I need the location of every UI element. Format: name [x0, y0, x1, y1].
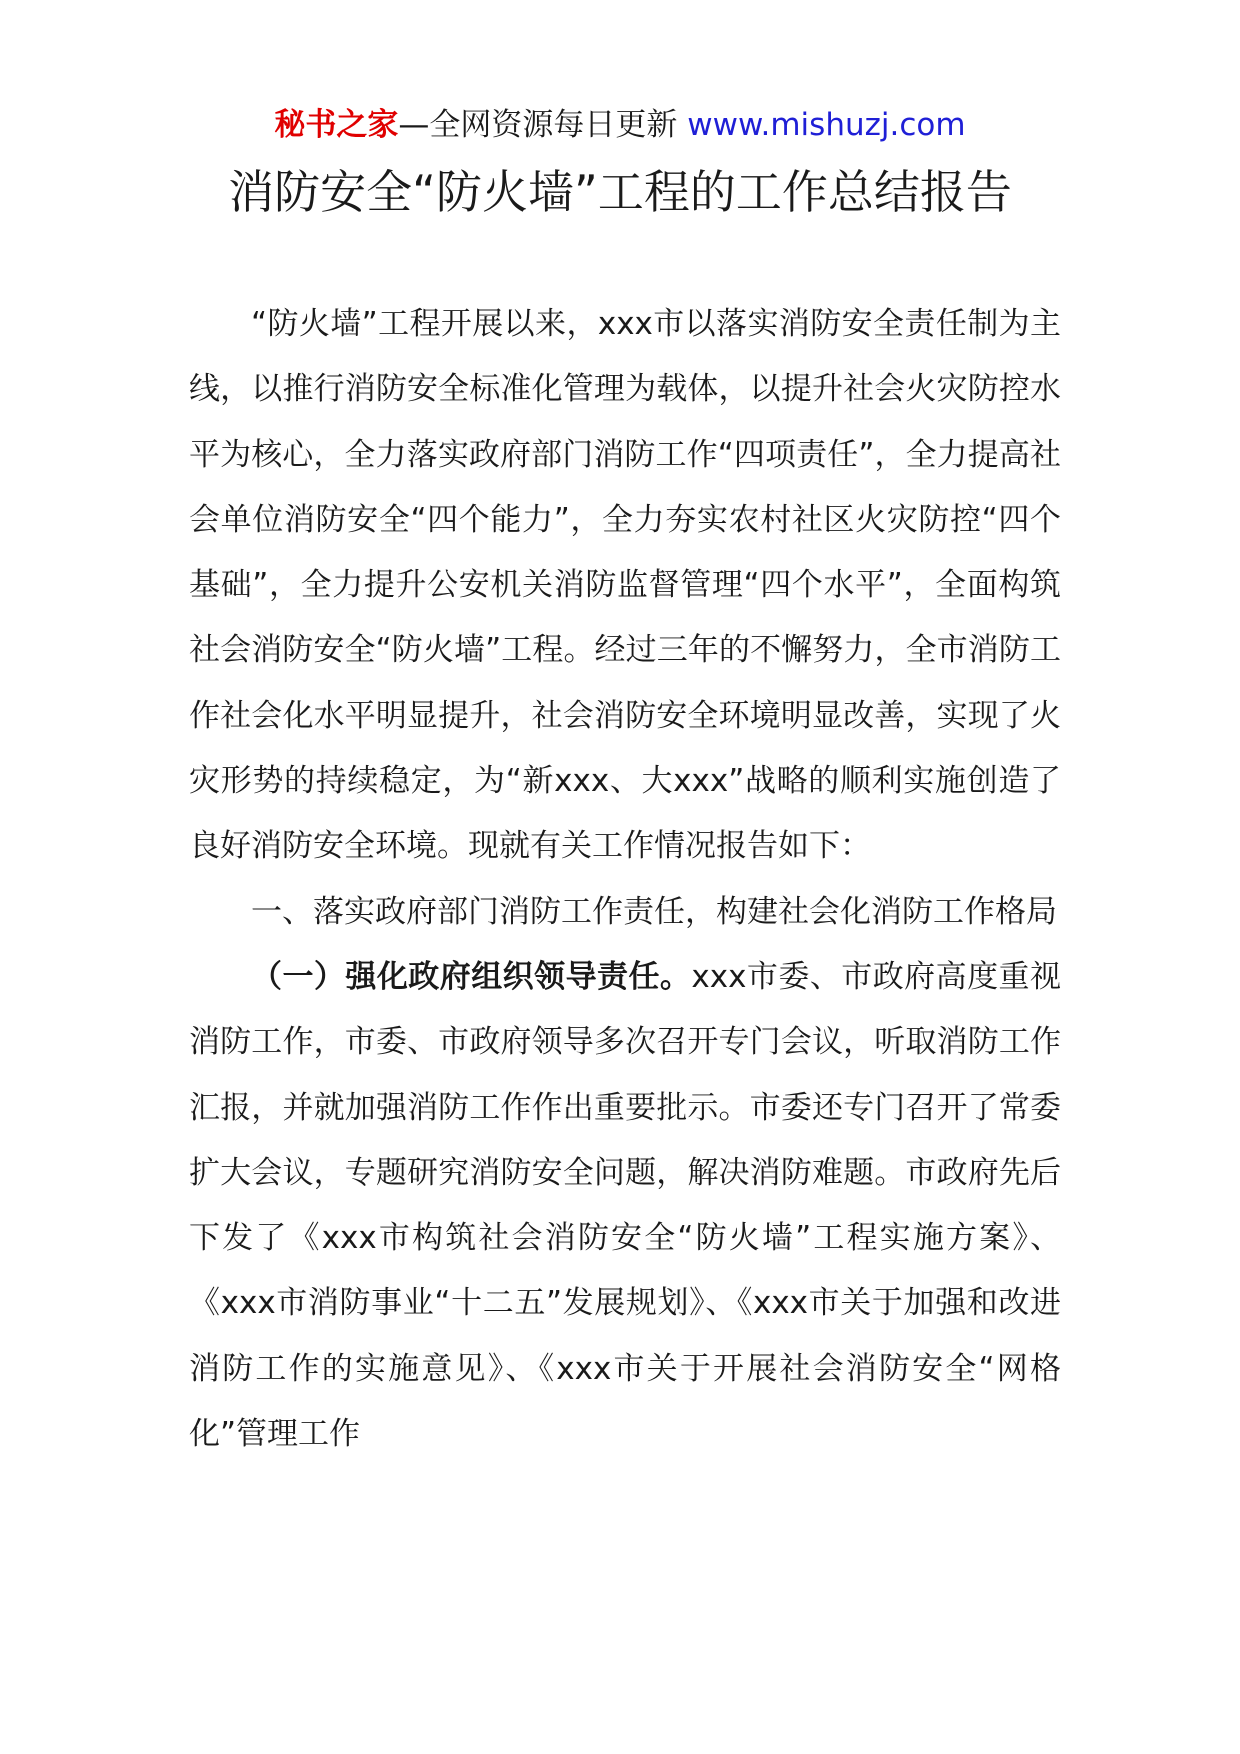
subsection-text: xxx市委、市政府高度重视消防工作，市委、市政府领导多次召开专门会议，听取消防工作汇报，并就加强消防工作作出重要批示。市委还专门召开了常委扩大会议，专题研究消防安全问题，解决消防难题。市政府先后下发了《xxx市构筑社会消防安全“防火墙”工程实施方案》、《xxx市消防事业“十二五”发展规划》、《xxx市关于加强和改进消防工作的实施意见》、《xxx市关于开展社会消防安全“网格化”管理工作 — [189, 958, 1061, 1453]
brand-name: 秘书之家 — [274, 107, 399, 143]
subsection-heading: （一）强化政府组织领导责任。 — [251, 958, 692, 995]
site-header — [0, 103, 1240, 147]
site-url-link[interactable]: www.mishuzj.com — [687, 107, 966, 143]
document-body — [189, 292, 1061, 1467]
document-title: 消防安全“防火墙”工程的工作总结报告 — [228, 165, 1012, 219]
header-slogan: —全网资源每日更新 — [398, 107, 678, 143]
intro-paragraph: “防火墙”工程开展以来，xxx市以落实消防安全责任制为主线，以推行消防安全标准化管理为载体，以提升社会火灾防控水平为核心，全力落实政府部门消防工作“四项责任”，全力提高社会单位消防安全“四个能力”，全力夯实农村社区火灾防控“四个基础”，全力提升公安机关消防监督管理“四个水平”，全面构筑社会消防安全“防火墙”工程。经过三年的不懈努力，全市消防工作社会化水平明显提升，社会消防安全环境明显改善，实现了火灾形势的持续稳定，为“新xxx、大xxx”战略的顺利实施创造了良好消防安全环境。现就有关工作情况报告如下： — [189, 306, 1061, 865]
section-heading: 一、落实政府部门消防工作责任，构建社会化消防工作格局 — [251, 893, 1057, 930]
subsection-paragraph — [189, 945, 1061, 1467]
